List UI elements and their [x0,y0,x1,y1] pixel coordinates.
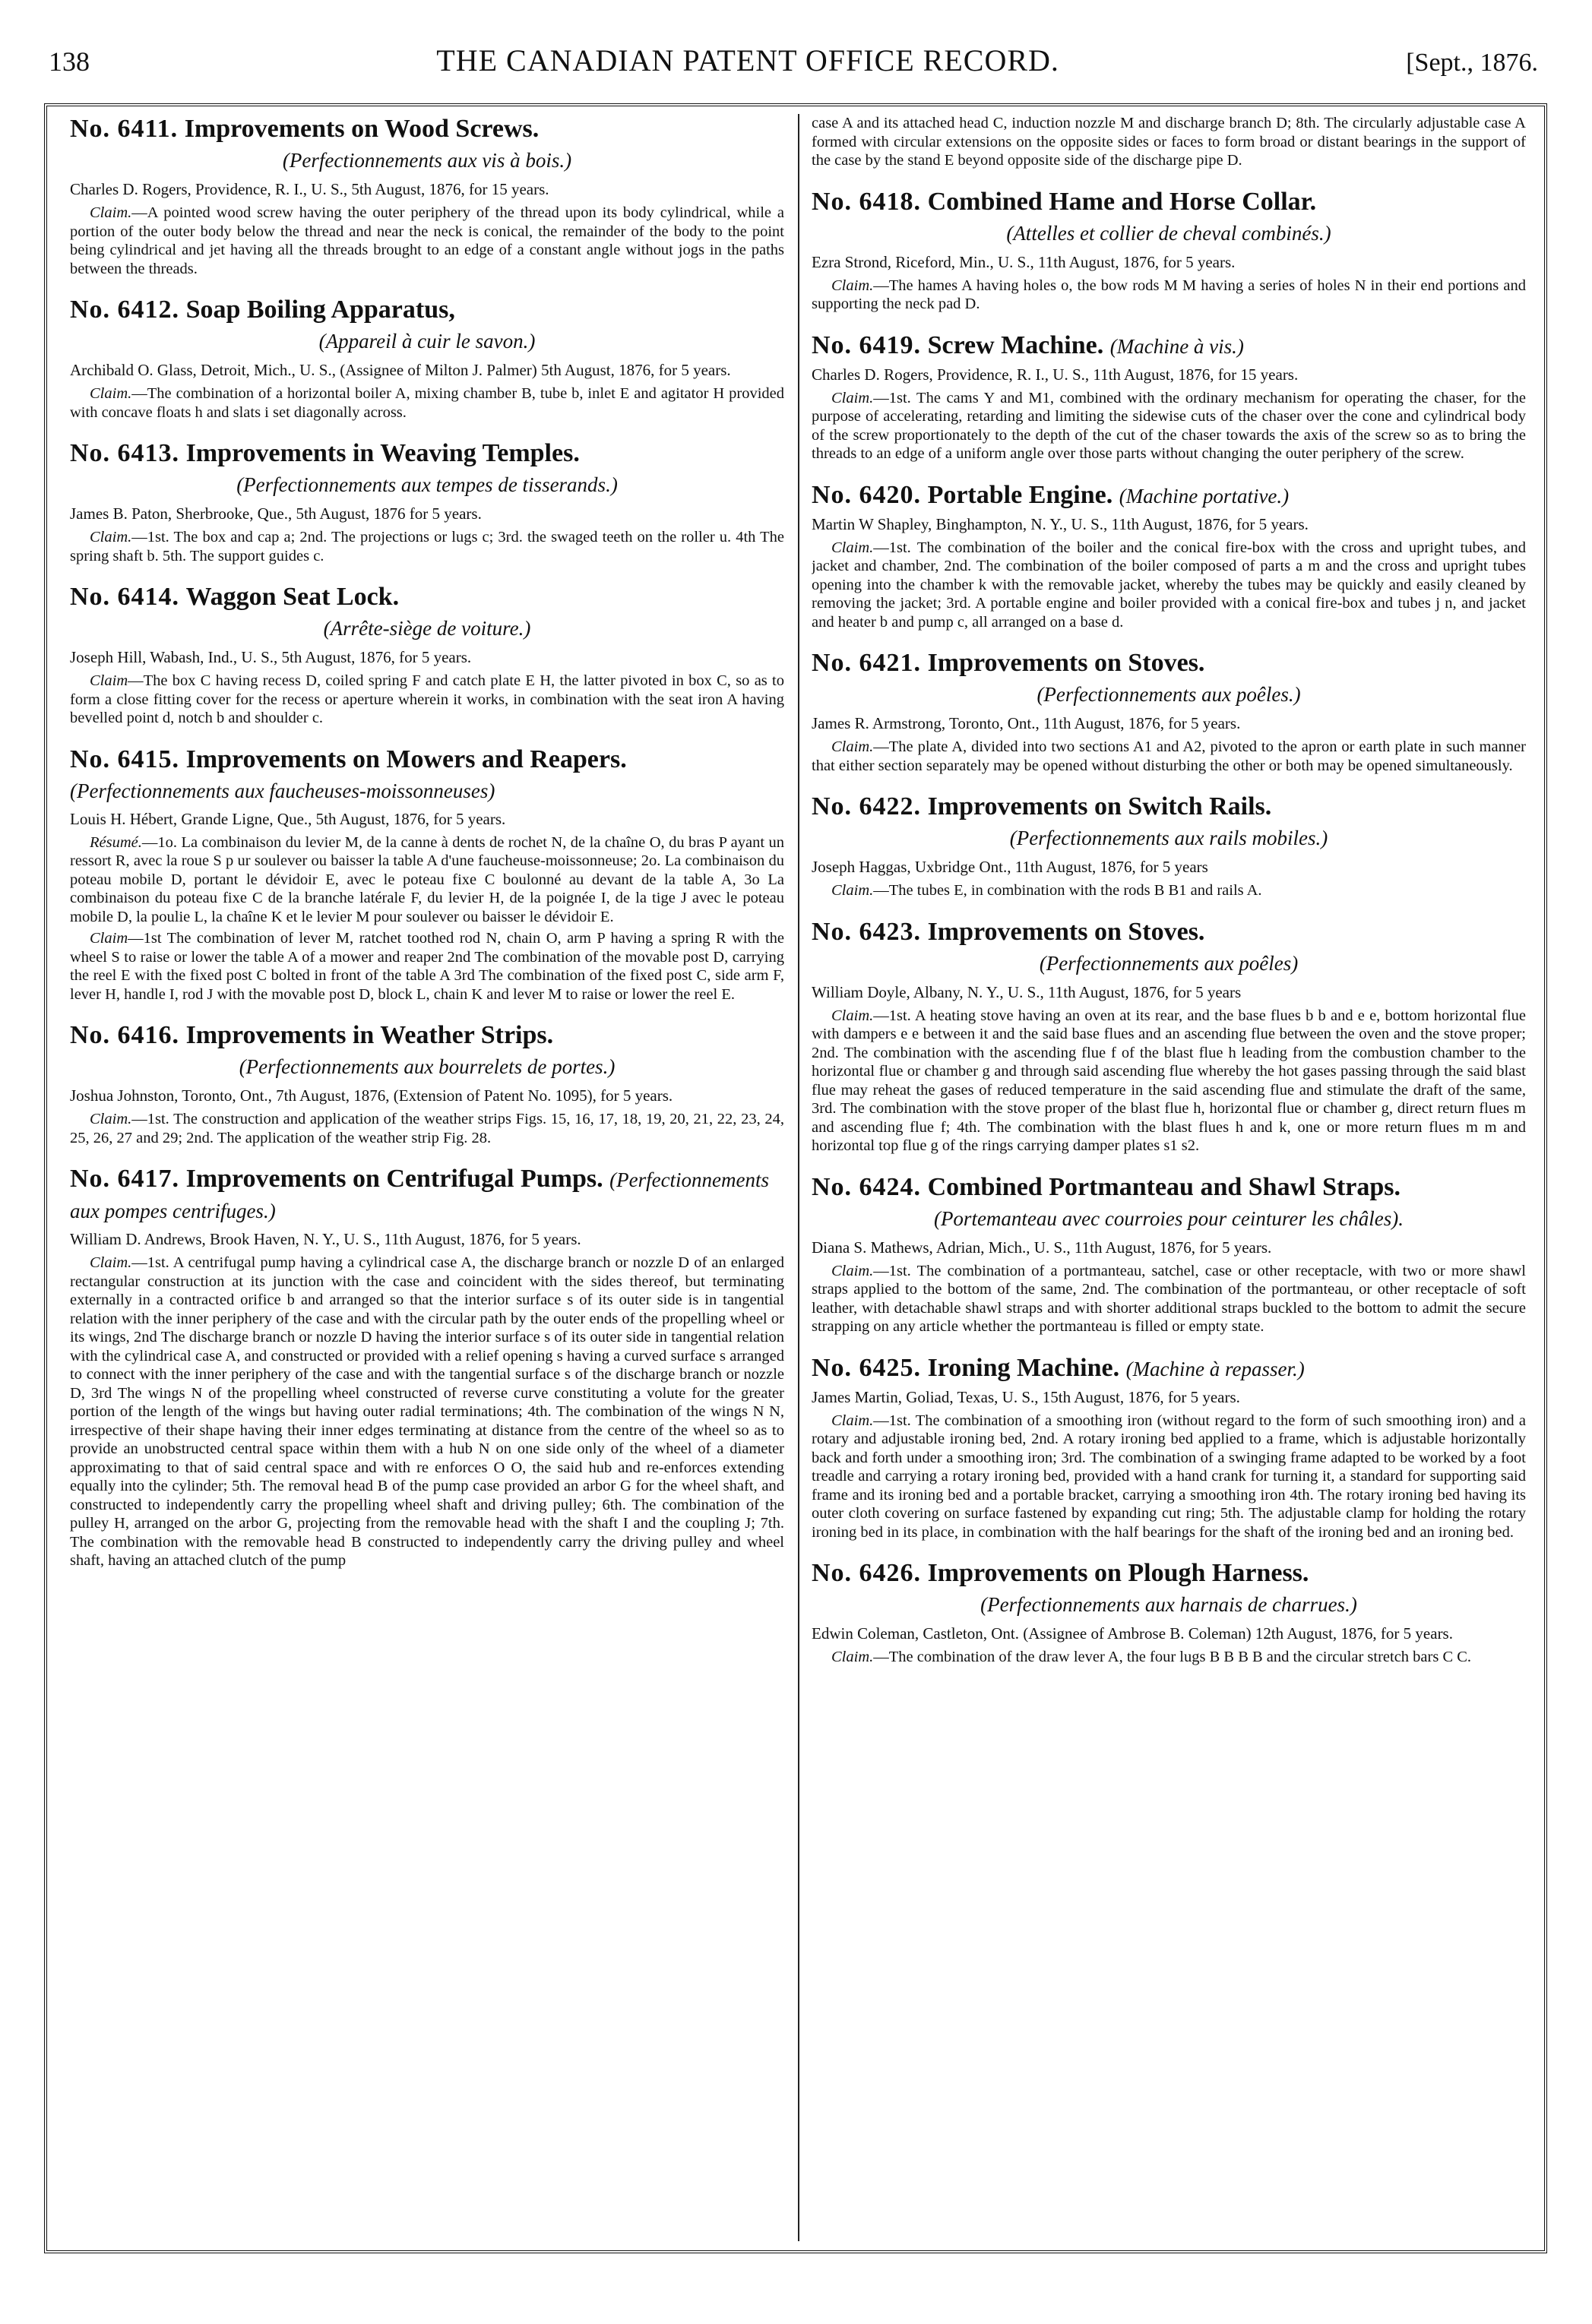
page-number: 138 [49,46,90,77]
patentee-line: James B. Paton, Sherbrooke, Que., 5th August, 1876 for 5 years. [70,504,482,523]
patentee-line: Joseph Hill, Wabash, Ind., U. S., 5th August, 1876, for 5 years. [70,648,472,666]
patent-entry [812,917,1526,1156]
patentee-line: Joseph Haggas, Uxbridge Ont., 11th August, 1876, for 5 years [812,858,1208,876]
french-title: (Perfectionnements aux rails mobiles.) [1009,827,1328,849]
claim-label: Claim. [90,1254,132,1271]
patent-number: No. 6414. [70,583,180,611]
patent-heading [70,745,784,806]
claim-label: Claim. [831,1412,874,1429]
patent-title: Combined Portmanteau and Shawl Straps. [927,1172,1401,1201]
patent-number: No. 6413. [70,439,180,467]
patent-entry [70,114,784,278]
french-title: (Machine portative.) [1119,484,1290,507]
claim-paragraph [70,204,784,278]
patent-number: No. 6421. [812,649,922,677]
patentee-line: Diana S. Mathews, Adrian, Mich., U. S., 11th August, 1876, for 5 years. [812,1238,1272,1257]
page-header [49,43,1538,88]
patentee-line: Archibald O. Glass, Detroit, Mich., U. S., (Assignee of Milton J. Palmer) 5th August, 1876, for 5 years. [70,361,731,379]
patent-title: Portable Engine. [927,480,1113,509]
patent-number: No. 6418. [812,187,922,216]
patent-title: Ironing Machine. [927,1353,1120,1382]
french-title: (Perfectionnements aux poêles) [1039,951,1299,975]
french-title: (Perfectionnements aux harnais de charrues.) [980,1593,1357,1616]
patent-heading [70,582,784,612]
claim-text: —The hames A having holes o, the bow rods M M having a series of holes N in their end portions and supporting the neck pad D. [812,277,1526,312]
claim-label: Claim. [90,385,132,402]
patent-entry [812,480,1526,632]
patent-heading [70,438,784,469]
patent-heading [812,330,1526,362]
patent-entry [812,648,1526,775]
patentee-line: Joshua Johnston, Toronto, Ont., 7th August, 1876, (Extension of Patent No. 1095), for 5 years. [70,1086,673,1105]
patent-number: No. 6416. [70,1021,180,1049]
patent-number: No. 6420. [812,480,922,509]
claim-paragraph [812,1007,1526,1156]
claim-label: Claim [90,672,128,689]
claim-text: —The box C having recess D, coiled spring F and catch plate E H, the latter pivoted in box C, so as to form a close fitting cover for the recess or aperture wherein it works, in combination with the seat iron A having bevelled point d, notch b and shoulder c. [70,672,784,726]
patentee-line: William D. Andrews, Brook Haven, N. Y., U. S., 11th August, 1876, for 5 years. [70,1230,581,1248]
patent-number: No. 6426. [812,1559,922,1587]
claim-text: —1st. The construction and application of the weather strips Figs. 15, 16, 17, 18, 19, 20, 21, 22, 23, 24, 25, 26, 27 and 29; 2nd. The application of the weather strip Fig. 28. [70,1111,784,1146]
french-title: (Arrête-siège de voiture.) [323,617,531,640]
patentee-line: Martin W Shapley, Binghampton, N. Y., U. S., 11th August, 1876, for 5 years. [812,514,1309,533]
claim-text: —1st. The combination of a portmanteau, satchel, case or other receptacle, with two or more shawl straps applied to the bottom of the same, 2nd. The combination of the portmanteau, or other receptacle of soft leather, with detachable shawl straps and with shorter additional straps buckled to the bottom to admit the secure strapping on any article whether the portmanteau is filled or empty state. [812,1262,1526,1335]
patent-heading [812,1353,1526,1384]
patent-entry [70,438,784,565]
french-title: (Perfectionnements aux bourrelets de portes.) [239,1055,616,1078]
french-title: (Perfectionnements aux poêles.) [1037,683,1301,706]
claim-paragraph [812,738,1526,775]
french-title: (Perfectionnements aux faucheuses-moissonneuses) [70,779,495,802]
claim-text: —1st. A heating stove having an oven at its rear, and the base flues b b and e e, bottom horizontal flue with dampers e e between it and the said base flues and an ascending flue between the oven and the stove proper; 2nd. The combination with the ascending flue f of the blast flue h leading from the combustion chamber to the horizontal flue or chamber g and through said ascending flue whereby the hot gases passing through the said blast flue may reheat the gases of reduced temperature in the said ascending flue and stimulate the draft of the same, 3rd. The combination with the stove proper of the blast flue h, horizontal flue or chamber g, direct return flues m and ascending flue f; 4th. The combination with the blast flues h and k, one or more return flues m m and horizontal top flue g of the rings carrying damper plates s1 s2. [812,1007,1526,1154]
claim-label: Claim. [831,277,874,294]
patent-heading [812,187,1526,217]
left-column [70,114,784,2241]
patent-heading [812,792,1526,822]
french-title: (Machine à repasser.) [1125,1357,1305,1380]
patent-title: Combined Hame and Horse Collar. [927,187,1317,216]
french-title: (Machine à vis.) [1109,334,1244,358]
patentee-line: Charles D. Rogers, Providence, R. I., U. S., 11th August, 1876, for 15 years. [812,365,1299,384]
claim-text: —The plate A, divided into two sections A1 and A2, pivoted to the apron or earth plate in such manner that either section separately may be opened without disturbing the other or both may be opened simultaneously. [812,738,1526,774]
claim-label: Claim. [90,529,132,545]
publication-title: THE CANADIAN PATENT OFFICE RECORD. [436,43,1059,77]
patent-heading [70,295,784,325]
claim-text: —1st. The box and cap a; 2nd. The projections or lugs c; 3rd. the swaged teeth on the roller u. 4th The spring shaft b. 5th. The support guides c. [70,529,784,564]
patent-heading [812,480,1526,511]
patent-entry [70,745,784,1004]
patent-entry [812,1353,1526,1542]
patent-title: Waggon Seat Lock. [185,583,400,611]
patent-heading [70,1164,784,1226]
patent-heading [812,648,1526,678]
patent-entry [70,1164,784,1570]
claim-text: —1o. La combinaison du levier M, de la canne à dents de rochet N, de la chaîne O, du bras P ayant un ressort R, avec la roue S p ur soulever ou baisser la table A d'une faucheuse-moissonneuse; 2o. La combinaison du poteau mobile D, portant le dévidoir E, avec le poteau fixe C boulonné au devant de la table A, 3o La combinaison du poteau fixe C de la branche latérale F, du levier H, de la poignée I, de la tige J avec le poteau mobile D, la poulie L, la chaîne K et le levier M pour soulever ou baisser le dévidoir E. [70,833,784,925]
patent-number: No. 6419. [812,330,922,359]
patent-heading [812,1172,1526,1203]
claim-paragraph [812,539,1526,632]
patent-entry [812,330,1526,463]
patentee-line: William Doyle, Albany, N. Y., U. S., 11th August, 1876, for 5 years [812,982,1242,1001]
claim-paragraph [812,1262,1526,1336]
claim-label: Claim. [831,539,874,556]
patent-title: Improvements on Centrifugal Pumps. [185,1165,603,1193]
claim-text: —1st. The combination of the boiler and the conical fire-box with the cross and upright tubes, and jacket and chamber, 2nd. The combination of the boiler composed of parts a m and the cross and upright tubes opening into the chamber k with the removable jacket, whereby the tubes may be quickly and easily cleaned by removing the jacket; 3rd. A portable engine and boiler provided with a conical fire-box and tubes j n, and jacket and heater b and pump c, all arranged on a base d. [812,539,1526,631]
continued-claim-text: case A and its attached head C, induction nozzle M and discharge branch D; 8th. The circularly adjustable case A formed with circular extensions on the opposite sides or faces to form broad or distant bearings in the support of the case by the stand E beyond opposite side of the discharge pipe D. [812,115,1526,169]
french-title: (Perfectionnements aux tempes de tisserands.) [236,473,618,496]
patent-entry [70,582,784,728]
claim-text: —1st. The combination of a smoothing iron (without regard to the form of such smoothing iron) and a rotary and adjustable ironing bed, 2nd. A rotary ironing bed applied to a frame, which is adjustable horizontally back and forth under a smoothing iron; 3rd. The combination of a swinging frame adapted to be worked by a foot treadle and carrying a rotary ironing bed, provided with a hand crank for turning it, a standard for supporting said frame and its ironing bed and a portable bracket, carrying a smoothing iron 4th. The rotary ironing bed having its outer cloth covering on surface fastened by expanding cut ring; 5th. The adjustable clamp for holding the rotary ironing bed in its place, in combination with the half bearings for the shaft of the ironing bed and an ironing bed. [812,1412,1526,1541]
claim-paragraph [812,1412,1526,1542]
patent-number: No. 6417. [70,1165,180,1193]
patent-entry [812,1172,1526,1336]
claim-paragraph [812,1648,1526,1667]
patent-entry [812,1558,1526,1667]
issue-date: [Sept., 1876. [1406,49,1538,77]
patent-title: Improvements on Wood Screws. [184,115,540,143]
claim-text: —1st. The cams Y and M1, combined with the ordinary mechanism for operating the chaser, for the purpose of accelerating, retarding and limiting the sidewise cuts of the chaser over the cone and cylindrical body of the screw proportionately to the depth of the cut of the chaser towards the axis of the screw so as to bring the threads to an edge of a uniform angle over those parts without changing the outer periphery of the screw. [812,389,1526,462]
claim-text: —The tubes E, in combination with the rods B B1 and rails A. [873,882,1262,899]
claim-label: Claim. [831,738,874,755]
patent-title: Soap Boiling Apparatus, [185,296,455,324]
column-divider [798,114,799,2241]
patent-number: No. 6423. [812,917,922,946]
claim-label: Claim. [831,1649,874,1665]
french-title: (Attelles et collier de cheval combinés.) [1006,221,1331,245]
patent-number: No. 6425. [812,1353,922,1382]
patentee-line: Louis H. Hébert, Grande Ligne, Que., 5th August, 1876, for 5 years. [70,809,506,828]
patentee-line: Ezra Strond, Riceford, Min., U. S., 11th August, 1876, for 5 years. [812,252,1236,271]
patent-entry [70,295,784,422]
claim-paragraph [812,277,1526,314]
patent-title: Improvements in Weather Strips. [185,1021,554,1049]
claim-paragraph [812,881,1526,900]
claim-paragraph [812,389,1526,463]
patentee-line: Charles D. Rogers, Providence, R. I., U. S., 5th August, 1876, for 15 years. [70,180,549,198]
claim-label: Claim. [831,389,874,406]
patent-title: Improvements on Stoves. [927,649,1205,677]
claim-label: Claim. [90,1111,132,1127]
french-title: (Perfectionnements aux vis à bois.) [282,149,572,172]
patent-title: Improvements on Mowers and Reapers. [185,745,627,773]
claim-text: —1st The combination of lever M, ratchet toothed rod N, chain O, arm P having a spring R with the wheel S to raise or lower the table A of a mower and reaper 2nd The combination of the movable post D, carrying the reel E with the fixed post C bolted in front of the table A 3rd The combination of the fixed post C, side arm F, lever H, handle I, rod J with the movable post D, block L, chain K and lever M to raise or lower the reel E. [70,930,784,1003]
patent-number: No. 6412. [70,296,180,324]
patent-title: Improvements on Plough Harness. [927,1559,1309,1587]
patent-title: Improvements in Weaving Temples. [185,439,580,467]
claim-paragraph [70,672,784,728]
claim-text: —A pointed wood screw having the outer periphery of the thread upon its body cylindrical, while a portion of the outer body below the thread and near the neck is conical, the remainder of the body to the point being cylindrical and jet having all the threads brought to an edge of a constant angle without jogs in the paths between the threads. [70,204,784,277]
patent-entry [70,1020,784,1147]
claim-label: Claim. [831,1262,874,1279]
patent-entry [812,187,1526,314]
patent-number: No. 6422. [812,792,922,821]
patent-entry [812,792,1526,900]
claim-paragraph [70,1254,784,1570]
patentee-line: Edwin Coleman, Castleton, Ont. (Assignee of Ambrose B. Coleman) 12th August, 1876, for 5 years. [812,1624,1453,1643]
claim-label: Claim. [90,204,132,221]
claim-paragraph [70,929,784,1004]
right-column [812,114,1526,2241]
claim-text: —1st. A centrifugal pump having a cylindrical case A, the discharge branch or nozzle D of an enlarged rectangular construction at its junction with the case and coincident with the sides thereof, but terminating externally in a contracted orifice b and arranged so that the interior surface s of its outer side is in tangential relation with the inner periphery of the case and with the circular path by the outer ends of the propelling wheel or its wings, 2nd The discharge branch or nozzle D having the interior surface s of its outer side in tangential relation with the cylindrical case A, and constructed or provided with a relief opening s having a curved surface s arranged to connect with the inner periphery of the case and with the tangential surface s of the discharge branch or nozzle D, 3rd The wings N of the propelling wheel constructed of reverse curve constituting a volute for the greater portion of the length of the wings but having outer radial terminations; 4th. The combination of the wings N N, irrespective of their shape having their inner edges terminating at distance from the centre of the wheel so as to provide an unobstructed central space within them with a hub N on one side only of the wheel of a diameter approximating to that of said central space and with re enforces O O, the said hub and re-enforces extending equally into the cylinder; 5th. The removal head B of the pump case provided an arbor G for the wheel shaft, and constructed to independently carry the propelling wheel shaft and driving pulley; 6th. The combination of the pulley H, arranged on the arbor G, projecting from the removable head with the shaft I and the coupling J; 7th. The combination with the removable head B constructed to independently carry the driving pulley and wheel shaft, having an attached clutch of the pump [70,1254,784,1569]
claim-label: Claim [90,930,128,947]
patent-number: No. 6424. [812,1172,922,1201]
french-title: (Portemanteau avec courroies pour ceinturer les châles). [933,1206,1404,1230]
patent-number: No. 6411. [70,115,179,143]
patent-title: Screw Machine. [927,330,1104,359]
claim-paragraph [70,833,784,927]
patent-heading [812,917,1526,947]
patent-entry [812,114,1526,170]
french-title: (Appareil à cuir le savon.) [318,330,536,353]
patent-heading [812,1558,1526,1589]
claim-label: Claim. [831,882,874,899]
patentee-line: James R. Armstrong, Toronto, Ont., 11th August, 1876, for 5 years. [812,714,1241,732]
french-title: (Perfectionnements aux pompes centrifuges.) [70,1168,770,1222]
claim-paragraph [70,384,784,422]
patent-title: Improvements on Switch Rails. [927,792,1272,821]
patent-heading [70,114,784,144]
claim-text: —The combination of a horizontal boiler A, mixing chamber B, tube b, inlet E and agitator H provided with concave floats h and slats i set diagonally across. [70,385,784,421]
claim-text: —The combination of the draw lever A, the four lugs B B B B and the circular stretch bars C C. [873,1649,1472,1665]
claim-paragraph [70,528,784,565]
claim-label: Claim. [831,1007,874,1024]
patent-heading [70,1020,784,1051]
patent-title: Improvements on Stoves. [927,917,1205,946]
claim-paragraph [70,1110,784,1147]
patent-number: No. 6415. [70,745,180,773]
patentee-line: James Martin, Goliad, Texas, U. S., 15th August, 1876, for 5 years. [812,1387,1240,1406]
claim-label: Résumé. [90,833,142,851]
